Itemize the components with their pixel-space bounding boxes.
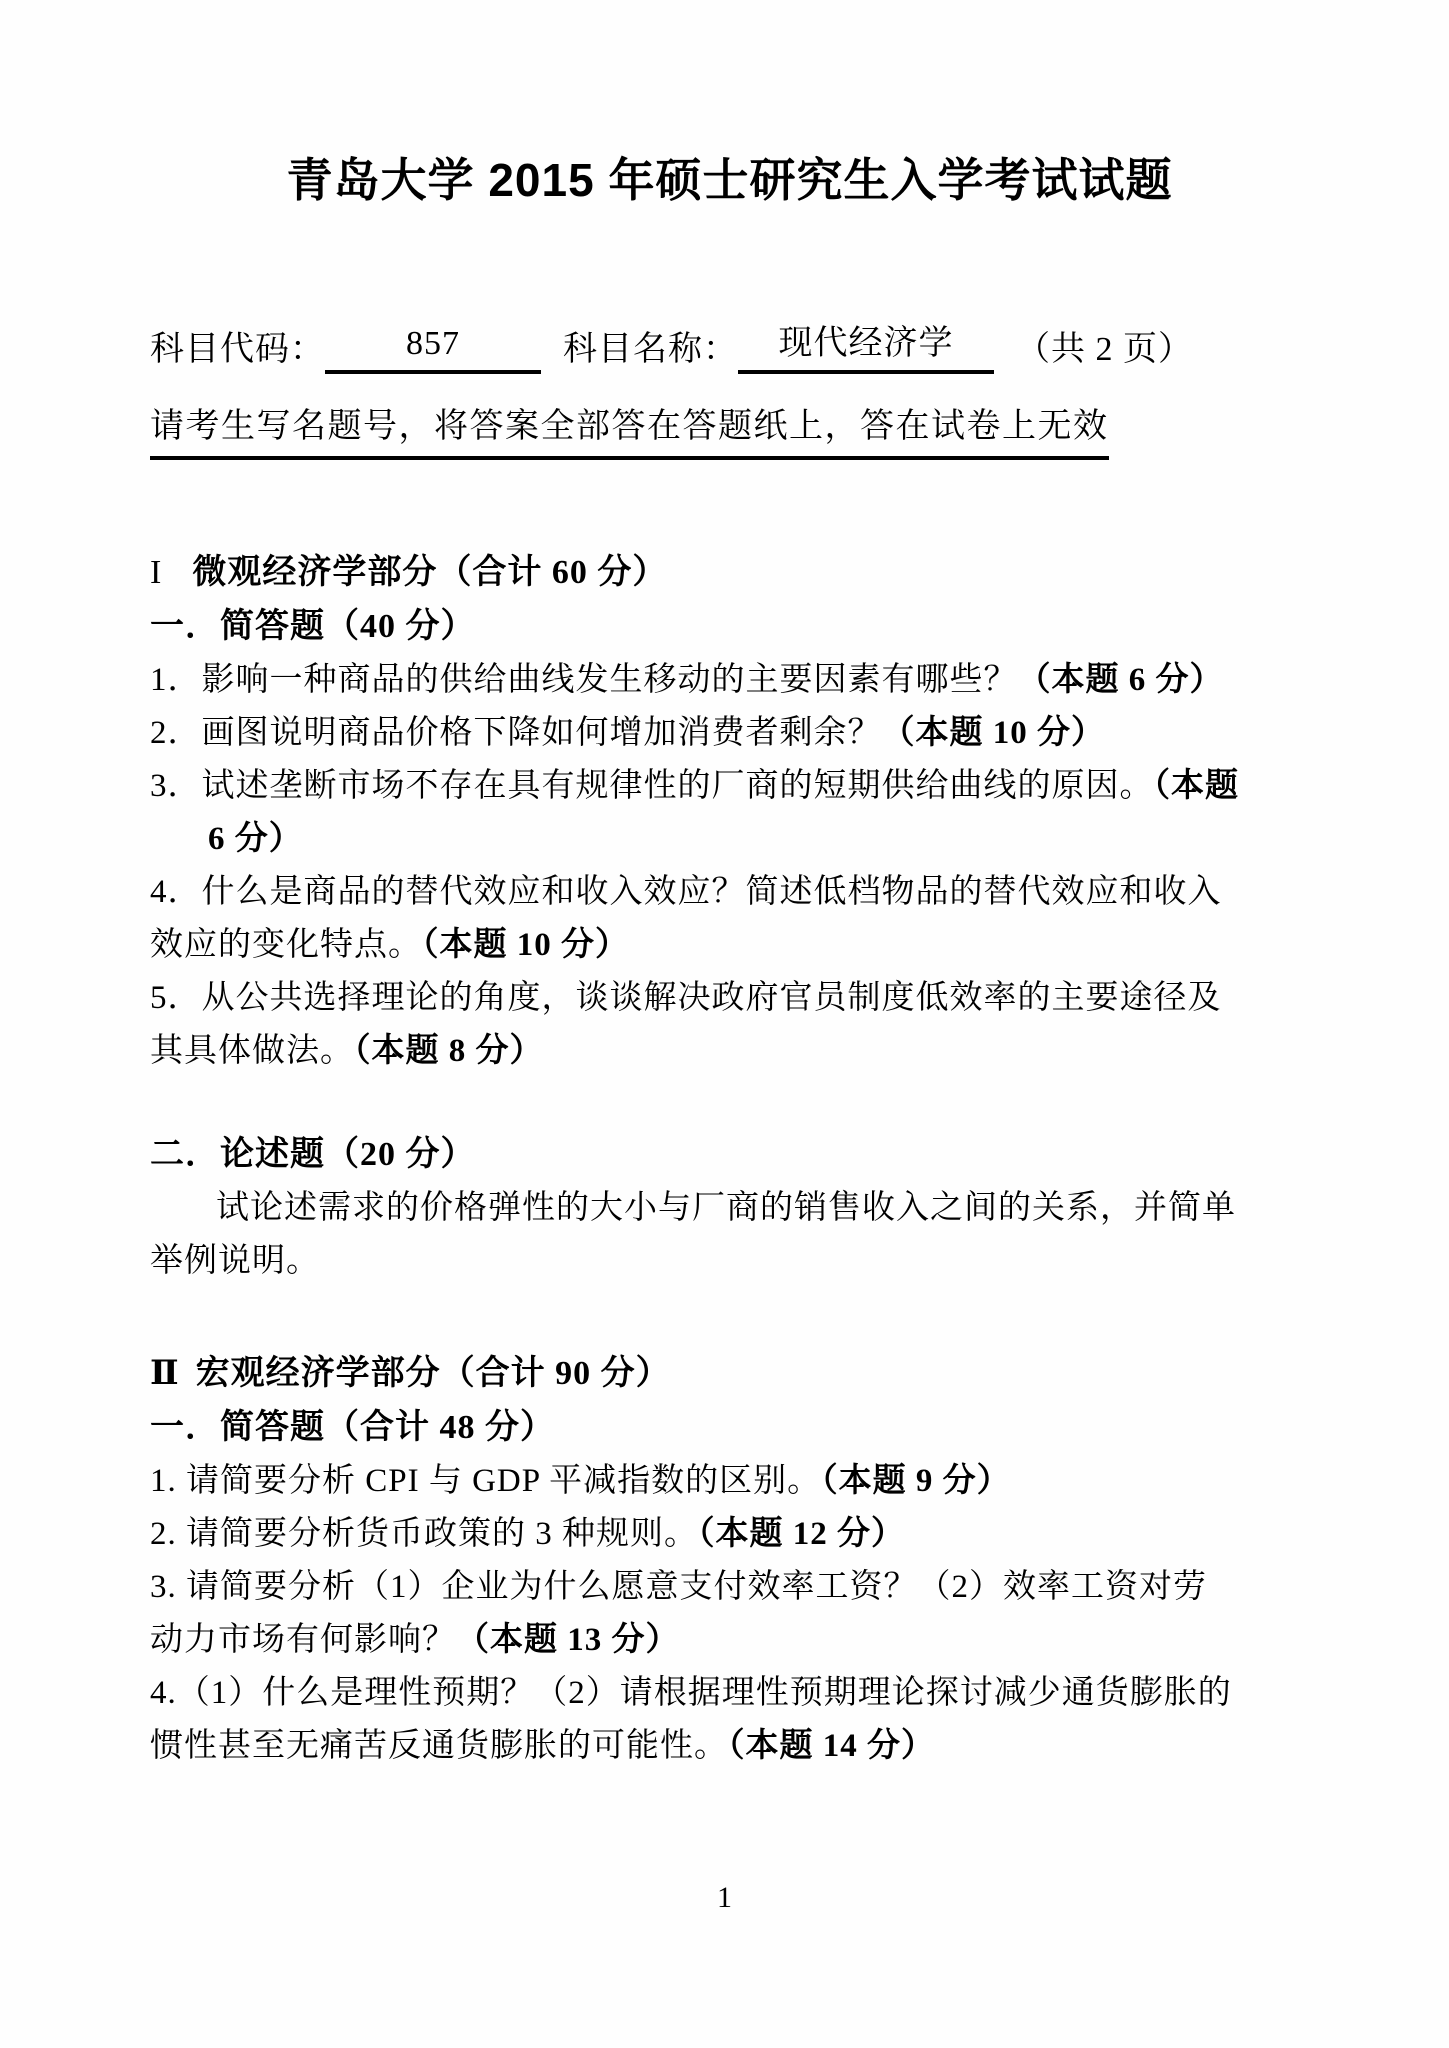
- micro-q2-line: [150, 707, 1309, 760]
- micro-section-heading: [150, 545, 1309, 600]
- micro-q1-text: 1．影响一种商品的供给曲线发生移动的主要因素有哪些？: [150, 662, 1018, 698]
- subject-meta-line: [150, 320, 1309, 374]
- micro-q4-score: （本题 10 分）: [422, 927, 629, 963]
- micro-q5-text1: 5．从公共选择理论的角度，谈谈解决政府官员制度低效率的主要途径及: [150, 980, 1222, 1016]
- micro-q1-score: （本题 6 分）: [1017, 662, 1224, 698]
- macro-q1-score: （本题 9 分）: [821, 1463, 1011, 1499]
- subject-code-field: 857: [325, 320, 541, 374]
- micro-part2-heading: 二．论述题（20 分）: [150, 1136, 476, 1173]
- micro-q2-text: 2．画图说明商品价格下降如何增加消费者剩余？: [150, 715, 882, 751]
- macro-q1-text: 1. 请简要分析 CPI 与 GDP 平减指数的区别。: [150, 1463, 822, 1499]
- macro-q4-text1: 4.（1）什么是理性预期？（2）请根据理性预期理论探讨减少通货膨胀的: [150, 1675, 1232, 1711]
- micro-section-numeral: I: [150, 554, 163, 591]
- micro-q5-line2: [150, 1025, 1309, 1078]
- micro-q5-line1: [150, 972, 1309, 1025]
- macro-q3-text1: 3. 请简要分析（1）企业为什么愿意支付效率工资？（2）效率工资对劳: [150, 1569, 1207, 1605]
- micro-section-title: 微观经济学部分（合计 60 分）: [192, 554, 668, 591]
- subject-name-field: 现代经济学: [738, 320, 994, 374]
- micro-q3-text: 3．试述垄断市场不存在具有规律性的厂商的短期供给曲线的原因。: [150, 768, 1154, 804]
- micro-essay-text2: 举例说明。: [150, 1243, 320, 1279]
- macro-q4-text2: 惯性甚至无痛苦反通货膨胀的可能性。: [150, 1728, 728, 1764]
- macro-q1-line: [150, 1455, 1309, 1508]
- micro-q5-text2: 其具体做法。: [150, 1033, 354, 1069]
- macro-q3-line2: [150, 1614, 1309, 1667]
- micro-essay-line1: [150, 1182, 1309, 1235]
- macro-q3-score: （本题 13 分）: [456, 1622, 680, 1658]
- macro-q3-line1: [150, 1561, 1309, 1614]
- micro-q2-score: （本题 10 分）: [881, 715, 1105, 751]
- macro-q3-text2: 动力市场有何影响？: [150, 1622, 456, 1658]
- macro-q4-score: （本题 14 分）: [728, 1728, 935, 1764]
- micro-q3-score-part2: 6 分）: [208, 821, 303, 857]
- micro-q4-line2: [150, 919, 1309, 972]
- micro-q3-line2: [150, 813, 1309, 866]
- micro-q3-score-part1: （本题: [1153, 768, 1239, 804]
- micro-q4-text2: 效应的变化特点。: [150, 927, 422, 963]
- subject-name-label: 科目名称：: [563, 331, 738, 368]
- micro-essay-line2: [150, 1235, 1309, 1288]
- page-title: 青岛大学 2015 年硕士研究生入学考试试题: [286, 154, 1173, 206]
- micro-essay-text1: 试论述需求的价格弹性的大小与厂商的销售收入之间的关系，并简单: [216, 1190, 1236, 1226]
- macro-section-heading: [150, 1346, 1309, 1401]
- macro-q4-line2: [150, 1720, 1309, 1773]
- micro-q4-text1: 4．什么是商品的替代效应和收入效应？简述低档物品的替代效应和收入: [150, 874, 1222, 910]
- macro-q2-text: 2. 请简要分析货币政策的 3 种规则。: [150, 1516, 698, 1552]
- micro-q5-score: （本题 8 分）: [354, 1033, 544, 1069]
- macro-section-numeral: Ⅱ: [150, 1355, 180, 1392]
- macro-q4-line1: [150, 1667, 1309, 1720]
- micro-q1-line: [150, 654, 1309, 707]
- macro-q2-line: [150, 1508, 1309, 1561]
- subject-code-label: 科目代码：: [150, 331, 325, 368]
- notice-line: 请考生写名题号，将答案全部答在答题纸上，答在试卷上无效: [150, 402, 1109, 460]
- macro-section-title: 宏观经济学部分（合计 90 分）: [195, 1355, 671, 1392]
- micro-q3-line1: [150, 760, 1309, 813]
- macro-part1-heading: 一．简答题（合计 48 分）: [150, 1409, 555, 1446]
- micro-part1-heading: 一．简答题（40 分）: [150, 608, 476, 645]
- page-number: 1: [717, 1881, 732, 1914]
- micro-q4-line1: [150, 866, 1309, 919]
- pages-note: （共 2 页）: [1016, 331, 1193, 368]
- macro-q2-score: （本题 12 分）: [698, 1516, 905, 1552]
